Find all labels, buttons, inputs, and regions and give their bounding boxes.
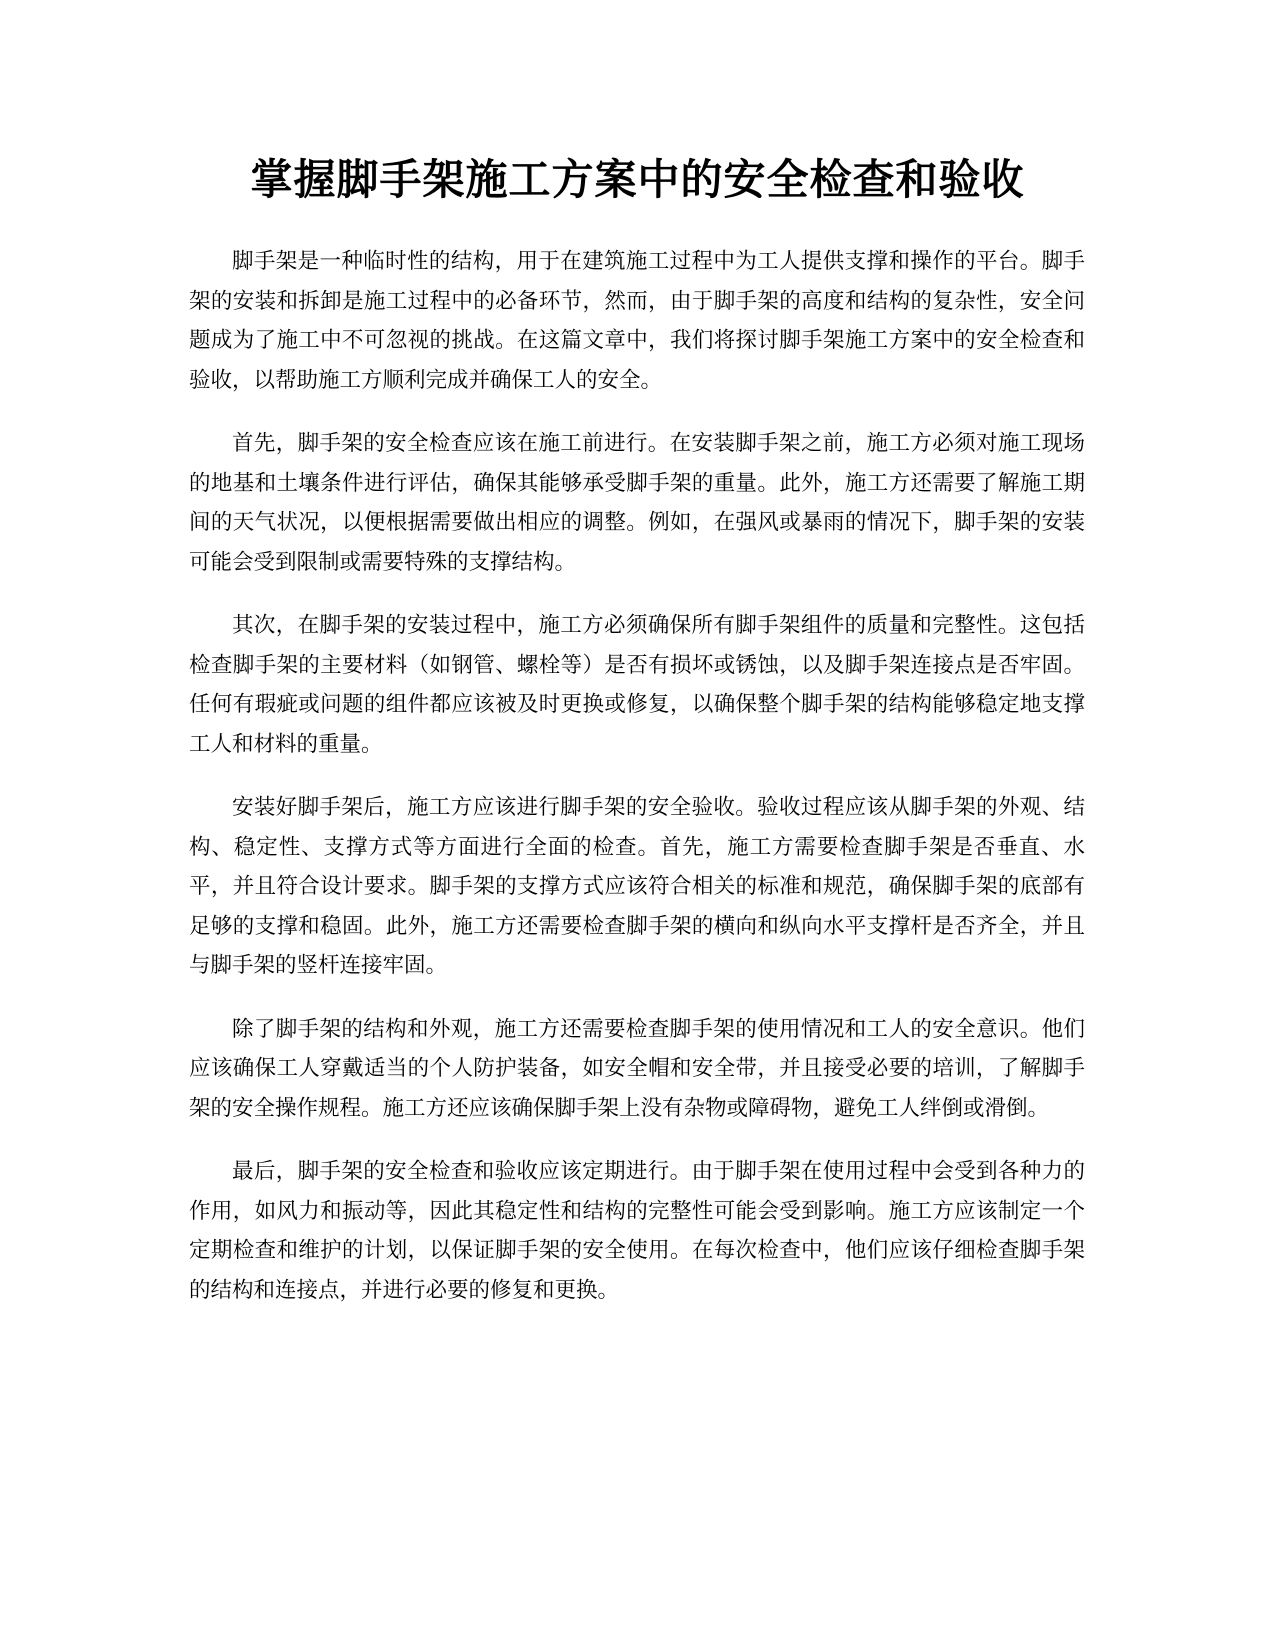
- paragraph-periodic-inspection: 最后，脚手架的安全检查和验收应该定期进行。由于脚手架在使用过程中会受到各种力的作用，如风力和振动等，因此其稳定性和结构的完整性可能会受到影响。施工方应该制定一个定期检查和维护的计划，以保证脚手架的安全使用。在每次检查中，他们应该仔细检查脚手架的结构和连接点，并进行必要的修复和更换。: [189, 1159, 1085, 1303]
- paragraph-installation-check: 其次，在脚手架的安装过程中，施工方必须确保所有脚手架组件的质量和完整性。这包括检查脚手架的主要材料（如钢管、螺栓等）是否有损坏或锈蚀，以及脚手架连接点是否牢固。任何有瑕疵或问题的组件都应该被及时更换或修复，以确保整个脚手架的结构能够稳定地支撑工人和材料的重量。: [189, 613, 1085, 757]
- document-body: [189, 242, 1085, 1334]
- paragraph-acceptance: 安装好脚手架后，施工方应该进行脚手架的安全验收。验收过程应该从脚手架的外观、结构、稳定性、支撑方式等方面进行全面的检查。首先，施工方需要检查脚手架是否垂直、水平，并且符合设计要求。脚手架的支撑方式应该符合相关的标准和规范，确保脚手架的底部有足够的支撑和稳固。此外，施工方还需要检查脚手架的横向和纵向水平支撑杆是否齐全，并且与脚手架的竖杆连接牢固。: [189, 795, 1085, 978]
- paragraph-pre-construction-check: 首先，脚手架的安全检查应该在施工前进行。在安装脚手架之前，施工方必须对施工现场的地基和土壤条件进行评估，确保其能够承受脚手架的重量。此外，施工方还需要了解施工期间的天气状况，以便根据需要做出相应的调整。例如，在强风或暴雨的情况下，脚手架的安装可能会受到限制或需要特殊的支撑结构。: [189, 431, 1085, 575]
- document-title: 掌握脚手架施工方案中的安全检查和验收: [250, 155, 1025, 204]
- paragraph-usage-safety: 除了脚手架的结构和外观，施工方还需要检查脚手架的使用情况和工人的安全意识。他们应该确保工人穿戴适当的个人防护装备，如安全帽和安全带，并且接受必要的培训，了解脚手架的安全操作规程。施工方还应该确保脚手架上没有杂物或障碍物，避免工人绊倒或滑倒。: [189, 1016, 1085, 1121]
- paragraph-intro: 脚手架是一种临时性的结构，用于在建筑施工过程中为工人提供支撑和操作的平台。脚手架的安装和拆卸是施工过程中的必备环节，然而，由于脚手架的高度和结构的复杂性，安全问题成为了施工中不可忽视的挑战。在这篇文章中，我们将探讨脚手架施工方案中的安全检查和验收，以帮助施工方顺利完成并确保工人的安全。: [189, 249, 1085, 393]
